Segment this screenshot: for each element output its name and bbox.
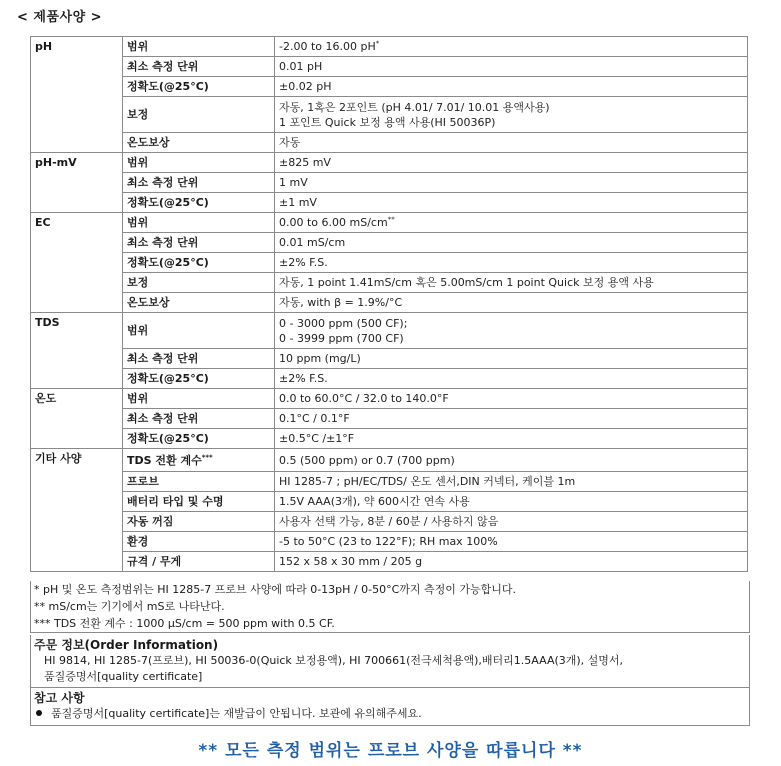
spec-group-label: TDS [31,313,123,389]
spec-value-text: ±2% F.S. [279,256,328,269]
spec-param [123,389,275,409]
spec-row [31,253,748,273]
spec-value-text: 1.5V AAA(3개), 약 600시간 연속 사용 [279,495,470,508]
spec-row [31,173,748,193]
spec-value [275,77,748,97]
spec-value-text: -5 to 50°C (23 to 122°F); RH max 100% [279,535,498,548]
spec-param-label: 최소 측정 단위 [127,60,199,73]
spec-row [31,349,748,369]
spec-param [123,233,275,253]
footnote-marker: * [375,39,380,48]
spec-param [123,173,275,193]
spec-row [31,57,748,77]
spec-row [31,389,748,409]
spec-value [275,133,748,153]
spec-value [275,37,748,57]
caution-text: 품질증명서[quality certificate]는 재발급이 안됩니다. 보관에 유의해주세요. [51,707,422,720]
spec-row [31,153,748,173]
spec-value [275,449,748,472]
spec-param-label: 정확도(@25°C) [127,432,209,445]
spec-row [31,429,748,449]
spec-param [123,429,275,449]
spec-row [31,233,748,253]
spec-param [123,133,275,153]
spec-value-text: ±2% F.S. [279,372,328,385]
spec-group-label: pH-mV [31,153,123,213]
spec-value-text: ±1 mV [279,196,317,209]
spec-group-label: 온도 [31,389,123,449]
spec-row [31,552,748,572]
spec-row [31,213,748,233]
caution-title: 참고 사항 [34,691,85,705]
spec-param-label: 범위 [127,156,149,169]
spec-value [275,57,748,77]
spec-row [31,512,748,532]
spec-value [275,492,748,512]
spec-value-text: 자동, 1혹은 2포인트 (pH 4.01/ 7.01/ 10.01 용액사용) [279,100,550,114]
spec-group-label: 기타 사양 [31,449,123,572]
spec-param [123,253,275,273]
spec-value-text: 0.01 mS/cm [279,236,346,249]
spec-value-text: -2.00 to 16.00 pH [279,40,376,53]
spec-param-label: 배터리 타입 및 수명 [127,495,224,508]
page-heading: < 제품사양 > [17,10,103,25]
spec-value-text: ±0.5°C /±1°F [279,432,355,445]
footnote-marker: *** [201,452,213,461]
spec-param [123,552,275,572]
spec-param [123,97,275,133]
spec-row [31,77,748,97]
spec-param-label: 최소 측정 단위 [127,412,199,425]
spec-param [123,273,275,293]
spec-value-text: 사용자 선택 가능, 8분 / 60분 / 사용하지 않음 [279,515,499,528]
spec-param-label: 정확도(@25°C) [127,80,209,93]
footnotes [30,581,750,633]
spec-row [31,449,748,472]
spec-param [123,77,275,97]
spec-group-label: pH [31,37,123,153]
spec-value [275,293,748,313]
spec-row [31,409,748,429]
spec-value-text: 0.0 to 60.0°C / 32.0 to 140.0°F [279,392,449,405]
caution-section [30,688,750,726]
spec-param-label: 환경 [127,535,149,548]
order-line: 품질증명서[quality certificate] [44,670,203,683]
spec-param-label: 최소 측정 단위 [127,236,199,249]
spec-param-label: 범위 [127,324,149,337]
order-title: 주문 정보(Order Information) [34,638,219,652]
spec-value [275,313,748,349]
spec-param [123,293,275,313]
spec-value-text: 10 ppm (mg/L) [279,352,361,365]
spec-param [123,492,275,512]
footer-notice: ** 모든 측정 범위는 프로브 사양을 따릅니다 ** [198,741,583,761]
spec-value [275,429,748,449]
spec-value-text: 0.00 to 6.00 mS/cm [279,216,388,229]
spec-value-text: 0.01 pH [279,60,323,73]
spec-table [30,36,748,572]
footnote: *** TDS 전환 계수 : 1000 μS/cm = 500 ppm with 0.5 CF. [34,617,335,630]
spec-param-label: 온도보상 [127,296,170,309]
spec-param [123,369,275,389]
spec-param-label: 최소 측정 단위 [127,176,199,189]
spec-value [275,233,748,253]
order-information [30,635,750,688]
spec-value [275,273,748,293]
spec-value [275,193,748,213]
spec-value-text: 자동, with β = 1.9%/°C [279,296,403,309]
spec-param [123,57,275,77]
spec-value-text: 자동 [279,136,301,149]
spec-value [275,213,748,233]
spec-row [31,313,748,349]
spec-param-label: 범위 [127,216,149,229]
spec-value [275,409,748,429]
spec-param-label: 프로브 [127,475,159,488]
spec-param-label: 정확도(@25°C) [127,196,209,209]
spec-param [123,409,275,429]
spec-row [31,37,748,57]
spec-value-text: 0 - 3000 ppm (500 CF); [279,316,408,330]
spec-param [123,512,275,532]
spec-value-text: 0.5 (500 ppm) or 0.7 (700 ppm) [279,453,455,467]
bullet-icon [36,710,42,716]
spec-param [123,349,275,369]
spec-value-text: 0.1°C / 0.1°F [279,412,350,425]
spec-row [31,369,748,389]
order-line: HI 9814, HI 1285-7(프로브), HI 50036-0(Quick 보정용액), HI 700661(전극세척용액),배터리1.5AAA(3개), 설명서, [44,654,624,667]
spec-value [275,389,748,409]
spec-value [275,173,748,193]
spec-value [275,153,748,173]
spec-group-label: EC [31,213,123,313]
spec-row [31,193,748,213]
spec-param-label: 보정 [127,108,149,121]
spec-value-text: 자동, 1 point 1.41mS/cm 혹은 5.00mS/cm 1 point Quick 보정 용액 사용 [279,276,654,289]
spec-param-label: 범위 [127,40,149,53]
spec-param-label: 정확도(@25°C) [127,256,209,269]
spec-param [123,313,275,349]
spec-value-text: ±825 mV [279,156,331,169]
spec-param [123,213,275,233]
spec-row [31,133,748,153]
spec-param-label: 정확도(@25°C) [127,372,209,385]
spec-value [275,369,748,389]
footnote-marker: ** [387,215,395,224]
spec-value-text: HI 1285-7 ; pH/EC/TDS/ 온도 센서,DIN 커넥터, 케이블 1m [279,475,576,488]
spec-row [31,472,748,492]
spec-value [275,472,748,492]
spec-value-text: 1 포인트 Quick 보정 용액 사용(HI 50036P) [279,115,496,129]
spec-param [123,37,275,57]
spec-param [123,193,275,213]
spec-param [123,472,275,492]
spec-value [275,253,748,273]
spec-row [31,97,748,133]
spec-param-label: 범위 [127,392,149,405]
spec-row [31,293,748,313]
spec-row [31,492,748,512]
spec-row [31,273,748,293]
spec-value-text: 1 mV [279,176,308,189]
spec-param [123,153,275,173]
spec-param-label: 자동 꺼짐 [127,515,174,528]
spec-param [123,449,275,472]
spec-param-label: 최소 측정 단위 [127,352,199,365]
spec-value-text: ±0.02 pH [279,80,332,93]
spec-value [275,552,748,572]
spec-value [275,532,748,552]
spec-param-label: TDS 전환 계수 [127,453,202,467]
spec-param-label: 온도보상 [127,136,170,149]
footnote: ** mS/cm는 기기에서 mS로 나타난다. [34,600,225,613]
spec-param-label: 보정 [127,276,149,289]
spec-value-text: 0 - 3999 ppm (700 CF) [279,331,404,345]
spec-value-text: 152 x 58 x 30 mm / 205 g [279,555,423,568]
footnote: * pH 및 온도 측정범위는 HI 1285-7 프로브 사양에 따라 0-13pH / 0-50°C까지 측정이 가능합니다. [34,583,517,596]
spec-value [275,97,748,133]
spec-row [31,532,748,552]
caution-item [34,706,749,722]
spec-param [123,532,275,552]
spec-value [275,349,748,369]
spec-value [275,512,748,532]
spec-param-label: 규격 / 무게 [127,555,182,568]
